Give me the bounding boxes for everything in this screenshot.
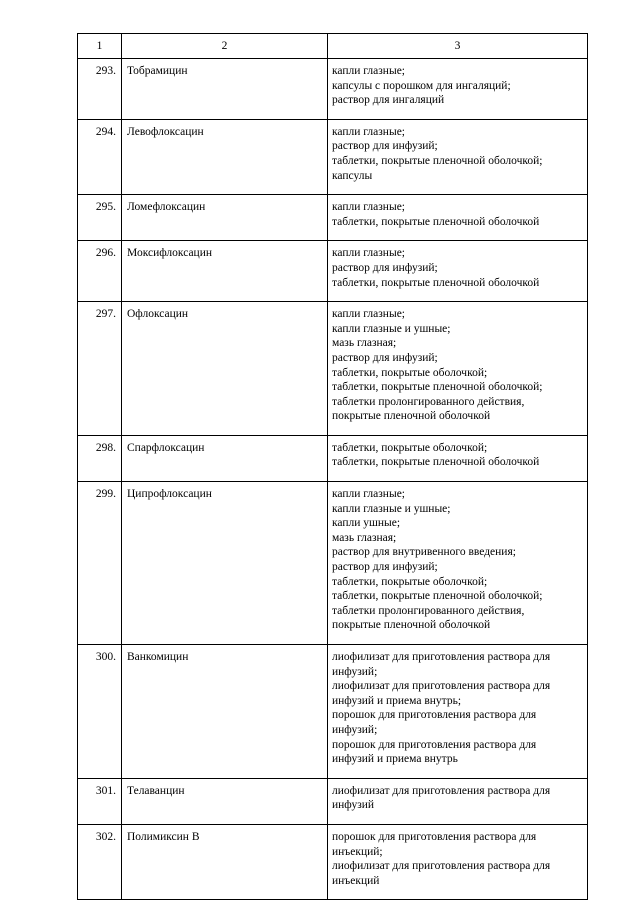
table-header	[78, 34, 588, 59]
table-row	[78, 645, 588, 779]
dosage-form-line: таблетки, покрытые пленочной оболочкой;	[332, 154, 543, 167]
dosage-forms	[328, 302, 588, 436]
row-number: 297.	[78, 302, 122, 436]
dosage-form-line: порошок для приготовления раствора для	[332, 830, 537, 843]
dosage-form-line: таблетки, покрытые пленочной оболочкой	[332, 215, 540, 228]
dosage-form-line: таблетки пролонгированного действия,	[332, 604, 525, 617]
dosage-forms	[328, 119, 588, 194]
dosage-forms	[328, 435, 588, 481]
dosage-forms	[328, 824, 588, 899]
table-row	[78, 435, 588, 481]
dosage-form-line: лиофилизат для приготовления раствора для	[332, 680, 551, 693]
drug-name: Тобрамицин	[122, 59, 328, 120]
drug-name: Моксифлоксацин	[122, 241, 328, 302]
header-col-2: 2	[122, 34, 328, 59]
dosage-form-line: инфузий и приема внутрь	[332, 753, 458, 766]
row-number: 302.	[78, 824, 122, 899]
dosage-form-line: капли глазные;	[332, 125, 405, 138]
dosage-form-line: капли глазные и ушные;	[332, 322, 451, 335]
dosage-form-line: инъекций;	[332, 845, 383, 858]
dosage-form-line: инфузий	[332, 799, 375, 812]
dosage-form-line: капли глазные;	[332, 247, 405, 260]
dosage-form-line: лиофилизат для приготовления раствора для	[332, 651, 551, 663]
dosage-form-line: раствор для инфузий;	[332, 261, 438, 274]
dosage-form-line: лиофилизат для приготовления раствора для	[332, 860, 551, 873]
header-row	[78, 34, 588, 59]
drug-table	[77, 33, 588, 900]
dosage-forms	[328, 645, 588, 779]
table-row	[78, 482, 588, 645]
drug-name: Спарфлоксацин	[122, 435, 328, 481]
table-row	[78, 778, 588, 824]
table-row	[78, 195, 588, 241]
dosage-form-line: таблетки, покрытые оболочкой;	[332, 441, 488, 454]
dosage-form-line: капли глазные;	[332, 488, 405, 501]
dosage-form-line: таблетки, покрытые пленочной оболочкой	[332, 276, 540, 289]
drug-name: Ванкомицин	[122, 645, 328, 779]
dosage-form-line: капли глазные;	[332, 308, 405, 321]
dosage-form-line: таблетки пролонгированного действия,	[332, 395, 525, 408]
dosage-forms	[328, 778, 588, 824]
row-number: 293.	[78, 59, 122, 120]
drug-name: Полимиксин B	[122, 824, 328, 899]
row-number: 295.	[78, 195, 122, 241]
row-number: 298.	[78, 435, 122, 481]
drug-name: Телаванцин	[122, 778, 328, 824]
table-row	[78, 302, 588, 436]
dosage-form-line: капсулы с порошком для ингаляций;	[332, 79, 511, 92]
dosage-form-line: порошок для приготовления раствора для	[332, 738, 537, 751]
dosage-forms	[328, 241, 588, 302]
dosage-form-line: раствор для инфузий;	[332, 351, 438, 364]
dosage-form-line: капли ушные;	[332, 517, 401, 530]
dosage-forms	[328, 482, 588, 645]
drug-name: Офлоксацин	[122, 302, 328, 436]
dosage-form-line: покрытые пленочной оболочкой	[332, 410, 491, 423]
dosage-form-line: раствор для инфузий;	[332, 561, 438, 574]
drug-name: Левофлоксацин	[122, 119, 328, 194]
table-row	[78, 824, 588, 899]
dosage-form-line: таблетки, покрытые оболочкой;	[332, 575, 488, 588]
dosage-form-line: лиофилизат для приготовления раствора для	[332, 784, 551, 797]
dosage-form-line: покрытые пленочной оболочкой	[332, 619, 491, 632]
header-col-1: 1	[78, 34, 122, 59]
dosage-forms	[328, 59, 588, 120]
dosage-forms	[328, 195, 588, 241]
header-col-3: 3	[328, 34, 588, 59]
dosage-form-line: раствор для внутривенного введения;	[332, 546, 516, 559]
table-row	[78, 119, 588, 194]
dosage-form-line: раствор для ингаляций	[332, 94, 445, 107]
row-number: 294.	[78, 119, 122, 194]
table-row	[78, 59, 588, 120]
drug-name: Ципрофлоксацин	[122, 482, 328, 645]
dosage-form-line: инъекций	[332, 874, 380, 887]
dosage-form-line: таблетки, покрытые оболочкой;	[332, 366, 488, 379]
dosage-form-line: порошок для приготовления раствора для	[332, 709, 537, 722]
dosage-form-line: капли глазные;	[332, 201, 405, 214]
row-number: 296.	[78, 241, 122, 302]
dosage-form-line: капли глазные;	[332, 65, 405, 77]
drug-name: Ломефлоксацин	[122, 195, 328, 241]
row-number: 301.	[78, 778, 122, 824]
dosage-form-line: раствор для инфузий;	[332, 140, 438, 153]
dosage-form-line: мазь глазная;	[332, 531, 397, 544]
table-row	[78, 241, 588, 302]
dosage-form-line: капсулы	[332, 169, 373, 182]
row-number: 299.	[78, 482, 122, 645]
dosage-form-line: таблетки, покрытые пленочной оболочкой;	[332, 381, 543, 394]
dosage-form-line: капли глазные и ушные;	[332, 502, 451, 515]
dosage-form-line: мазь глазная;	[332, 337, 397, 350]
dosage-form-line: инфузий;	[332, 723, 378, 736]
dosage-form-line: таблетки, покрытые пленочной оболочкой;	[332, 590, 543, 603]
row-number: 300.	[78, 645, 122, 779]
dosage-form-line: инфузий и приема внутрь;	[332, 694, 462, 707]
table-body	[78, 59, 588, 900]
dosage-form-line: инфузий;	[332, 665, 378, 678]
dosage-form-line: таблетки, покрытые пленочной оболочкой	[332, 456, 540, 469]
